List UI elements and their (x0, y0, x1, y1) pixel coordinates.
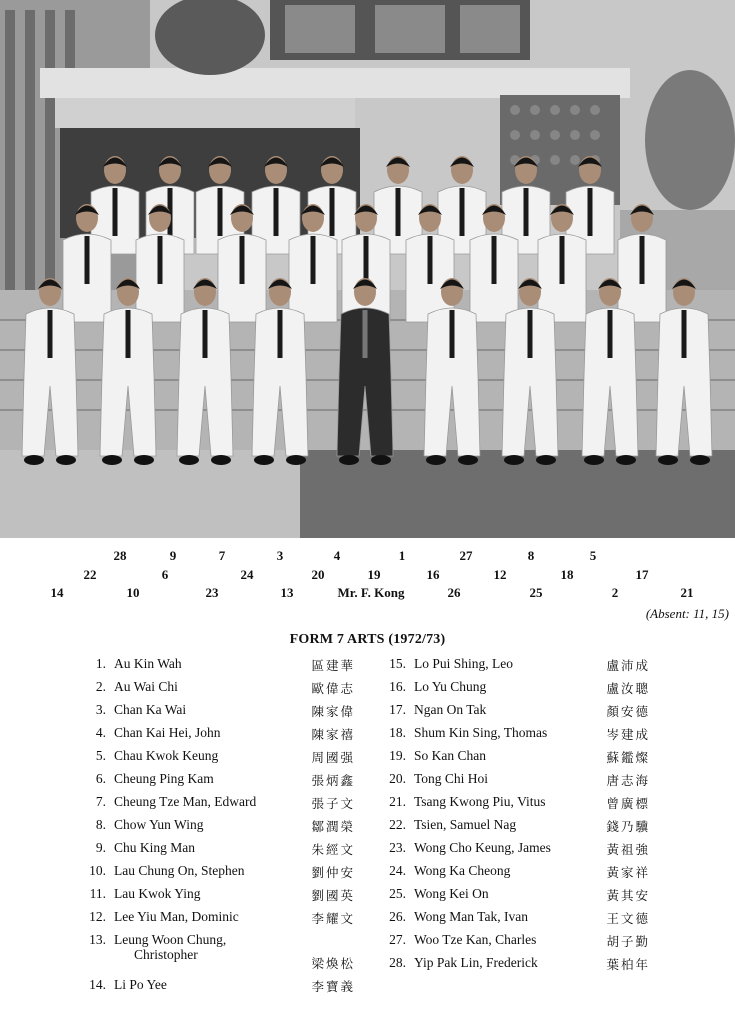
roster-entry (380, 909, 680, 932)
entry-number: 28. (389, 955, 406, 970)
roster-entry (380, 748, 680, 771)
roster-entry (380, 886, 680, 909)
position-number: 17 (635, 567, 649, 582)
roster-entry (380, 840, 680, 863)
english-name-continued: Christopher (134, 947, 198, 962)
entry-number: 23. (389, 840, 406, 855)
english-name: Tong Chi Hoi (414, 771, 489, 786)
roster-entry (80, 932, 365, 977)
position-number: 24 (240, 567, 254, 582)
entry-number: 8. (95, 817, 106, 832)
roster-entry (380, 702, 680, 725)
roster-entry (80, 702, 365, 725)
entry-number: 20. (389, 771, 406, 786)
entry-number: 17. (389, 702, 406, 717)
english-name: Leung Woon Chung, (114, 932, 227, 947)
roster-entry (380, 955, 680, 978)
english-name: Wong Man Tak, Ivan (414, 909, 528, 924)
roster-entry (80, 840, 365, 863)
roster-entry (380, 932, 680, 955)
chinese-name: 盧汝聰 (606, 681, 650, 696)
position-number: 26 (447, 585, 461, 600)
english-name: Shum Kin Sing, Thomas (414, 725, 548, 740)
english-name: Lau Chung On, Stephen (114, 863, 245, 878)
chinese-name: 區建華 (311, 658, 355, 673)
roster-entry (80, 886, 365, 909)
roster-entry (380, 656, 680, 679)
chinese-name: 黃其安 (606, 888, 650, 903)
position-number: 23 (205, 585, 219, 600)
english-name: Lau Kwok Ying (114, 886, 201, 901)
entry-number: 27. (389, 932, 406, 947)
roster-entry (380, 679, 680, 702)
entry-number: 18. (389, 725, 406, 740)
english-name: So Kan Chan (414, 748, 486, 763)
entry-number: 15. (389, 656, 406, 671)
chinese-name: 朱經文 (311, 842, 355, 857)
english-name: Chan Kai Hei, John (114, 725, 221, 740)
chinese-name: 陳家禧 (311, 727, 355, 742)
position-number: 21 (680, 585, 694, 600)
chinese-name: 盧沛成 (606, 658, 650, 673)
chinese-name: 蘇鑑燦 (606, 750, 650, 765)
entry-number: 13. (89, 932, 106, 947)
position-number: 18 (560, 567, 574, 582)
english-name: Chu King Man (114, 840, 195, 855)
english-name: Yip Pak Lin, Frederick (414, 955, 538, 970)
entry-number: 24. (389, 863, 406, 878)
chinese-name: 張炳鑫 (311, 773, 355, 788)
english-name: Cheung Tze Man, Edward (114, 794, 257, 809)
english-name: Lee Yiu Man, Dominic (114, 909, 239, 924)
roster-entry (380, 771, 680, 794)
roster-entry (80, 656, 365, 679)
entry-number: 25. (389, 886, 406, 901)
roster-entry (80, 817, 365, 840)
chinese-name: 唐志海 (606, 773, 650, 788)
roster-entry (80, 771, 365, 794)
chinese-name: 劉仲安 (311, 865, 355, 880)
roster-entry (80, 679, 365, 702)
position-number: 6 (161, 567, 169, 582)
absent-note: (Absent: 11, 15) (645, 606, 729, 621)
position-number: 12 (493, 567, 507, 582)
chinese-name: 葉柏年 (606, 957, 650, 972)
chinese-name: 胡子勤 (606, 934, 650, 949)
entry-number: 22. (389, 817, 406, 832)
english-name: Wong Kei On (414, 886, 489, 901)
chinese-name: 鄒潤榮 (311, 819, 355, 834)
entry-number: 26. (389, 909, 406, 924)
entry-number: 2. (95, 679, 106, 694)
chinese-name: 陳家偉 (311, 704, 355, 719)
english-name: Cheung Ping Kam (114, 771, 214, 786)
position-number: 3 (276, 548, 284, 563)
position-number: 8 (527, 548, 535, 563)
entry-number: 9. (95, 840, 106, 855)
position-number: 16 (426, 567, 440, 582)
english-name: Au Kin Wah (114, 656, 182, 671)
english-name: Wong Cho Keung, James (414, 840, 551, 855)
entry-number: 1. (95, 656, 106, 671)
chinese-name: 梁煥松 (311, 956, 355, 971)
chinese-name: 黃家祥 (606, 865, 650, 880)
position-number: 14 (50, 585, 64, 600)
roster-entry (380, 794, 680, 817)
position-number: 13 (280, 585, 294, 600)
chinese-name: 張子文 (311, 796, 355, 811)
entry-number: 14. (89, 977, 106, 992)
position-number: 2 (611, 585, 619, 600)
entry-number: 6. (95, 771, 106, 786)
roster-right-column (380, 656, 680, 978)
chinese-name: 王文德 (606, 911, 650, 926)
entry-number: 21. (389, 794, 406, 809)
position-number: 20 (311, 567, 325, 582)
position-number: 7 (218, 548, 226, 563)
position-number: 22 (83, 567, 97, 582)
chinese-name: 李寶義 (311, 979, 355, 994)
entry-number: 5. (95, 748, 106, 763)
english-name: Chow Yun Wing (114, 817, 204, 832)
chinese-name: 周國强 (311, 750, 355, 765)
entry-number: 19. (389, 748, 406, 763)
position-number: 10 (126, 585, 140, 600)
roster-entry (80, 725, 365, 748)
roster-entry (80, 977, 365, 1000)
chinese-name: 錢乃驥 (606, 819, 650, 834)
english-name: Woo Tze Kan, Charles (414, 932, 537, 947)
entry-number: 11. (89, 886, 106, 901)
position-number: 28 (113, 548, 127, 563)
chinese-name: 歐偉志 (311, 681, 355, 696)
english-name: Chau Kwok Keung (114, 748, 219, 763)
roster-entry (380, 817, 680, 840)
position-number: 19 (367, 567, 381, 582)
english-name: Li Po Yee (114, 977, 167, 992)
english-name: Lo Yu Chung (414, 679, 487, 694)
chinese-name: 岑建成 (606, 727, 650, 742)
entry-number: 7. (95, 794, 106, 809)
chinese-name: 顏安德 (606, 704, 650, 719)
position-number: 4 (333, 548, 341, 563)
entry-number: 12. (89, 909, 106, 924)
entry-number: 10. (89, 863, 106, 878)
teacher-label: Mr. F. Kong (337, 585, 405, 600)
chinese-name: 李耀文 (311, 911, 355, 926)
chinese-name: 劉國英 (311, 888, 355, 903)
entry-number: 16. (389, 679, 406, 694)
english-name: Au Wai Chi (114, 679, 178, 694)
position-number: 25 (529, 585, 543, 600)
entry-number: 3. (95, 702, 106, 717)
english-name: Wong Ka Cheong (414, 863, 511, 878)
english-name: Tsang Kwong Piu, Vitus (414, 794, 546, 809)
roster-left-column (80, 656, 365, 1000)
position-number: 9 (169, 548, 177, 563)
page-title: FORM 7 ARTS (1972/73) (289, 632, 446, 647)
roster-entry (380, 863, 680, 886)
english-name: Lo Pui Shing, Leo (414, 656, 514, 671)
english-name: Tsien, Samuel Nag (414, 817, 517, 832)
roster-entry (80, 794, 365, 817)
roster-entry (80, 909, 365, 932)
roster-entry (80, 748, 365, 771)
chinese-name: 黃祖強 (606, 842, 650, 857)
english-name: Ngan On Tak (414, 702, 487, 717)
entry-number: 4. (95, 725, 106, 740)
position-number: 27 (459, 548, 473, 563)
chinese-name: 曾廣標 (606, 796, 650, 811)
position-number: 1 (398, 548, 406, 563)
roster-entry (380, 725, 680, 748)
roster-entry (80, 863, 365, 886)
position-number: 5 (589, 548, 597, 563)
english-name: Chan Ka Wai (114, 702, 187, 717)
